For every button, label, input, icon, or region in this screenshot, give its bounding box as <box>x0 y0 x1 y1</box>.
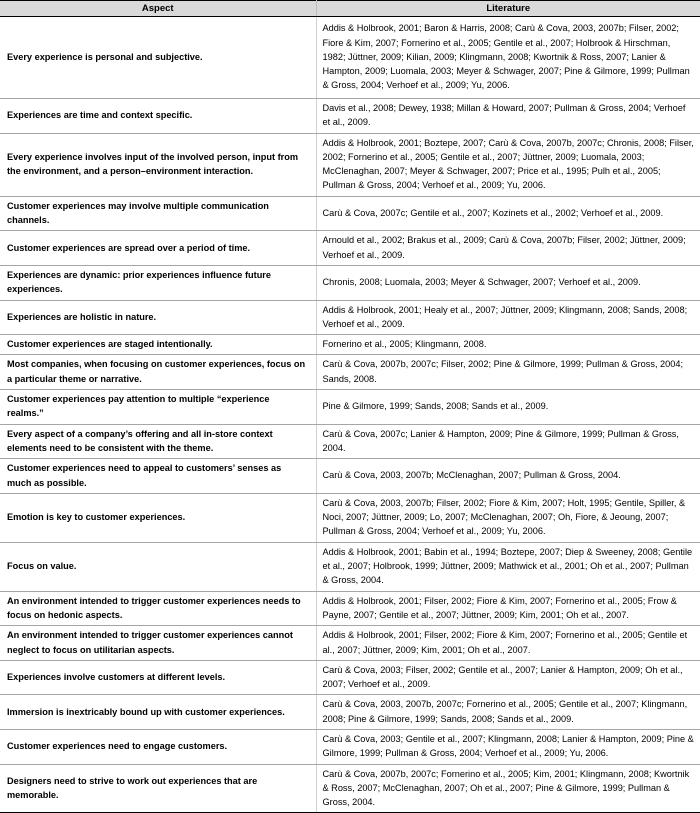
table-row <box>0 196 700 231</box>
aspect-cell: Most companies, when focusing on customer experiences, focus on a particular theme or narrative. <box>0 355 316 390</box>
literature-cell: Carù & Cova, 2003, 2007b; McClenaghan, 2007; Pullman & Gross, 2004. <box>316 459 700 494</box>
aspect-cell: Emotion is key to customer experiences. <box>0 493 316 542</box>
table-row <box>0 300 700 335</box>
literature-cell: Addis & Holbrook, 2001; Healy et al., 2007; Jüttner, 2009; Klingmann, 2008; Sands, 2008; Verhoef et al., 2009. <box>316 300 700 335</box>
table-row <box>0 99 700 134</box>
table-row <box>0 591 700 626</box>
literature-cell: Fornerino et al., 2005; Klingmann, 2008. <box>316 335 700 355</box>
table-row <box>0 355 700 390</box>
table-row <box>0 17 700 99</box>
aspect-cell: Customer experiences may involve multiple communication channels. <box>0 196 316 231</box>
literature-cell: Carù & Cova, 2007b, 2007c; Filser, 2002; Pine & Gilmore, 1999; Pullman & Gross, 2004; Sands, 2008. <box>316 355 700 390</box>
table-row <box>0 626 700 661</box>
table-row <box>0 660 700 695</box>
aspect-cell: Immersion is inextricably bound up with customer experiences. <box>0 695 316 730</box>
table-row <box>0 459 700 494</box>
aspect-cell: Experiences are holistic in nature. <box>0 300 316 335</box>
literature-cell: Addis & Holbrook, 2001; Filser, 2002; Fiore & Kim, 2007; Fornerino et al., 2005; Gentile et al., 2007; Jüttner, 2009; Kim, 2001; Oh et al., 2007. <box>316 626 700 661</box>
aspect-column-header: Aspect <box>0 1 316 17</box>
aspect-cell: An environment intended to trigger customer experiences cannot neglect to focus on utilitarian aspects. <box>0 626 316 661</box>
table-row <box>0 133 700 196</box>
literature-cell: Addis & Holbrook, 2001; Babin et al., 1994; Boztepe, 2007; Diep & Sweeney, 2008; Gentile et al., 2007; Holbrook, 1999; Jüttner, 2009; Mathwick et al., 2001; Oh et al., 2007; Pullman & Gross, 2004. <box>316 542 700 591</box>
aspect-cell: Customer experiences pay attention to multiple “experience realms.” <box>0 390 316 425</box>
aspect-cell: Customer experiences need to appeal to customers’ senses as much as possible. <box>0 459 316 494</box>
table-row <box>0 493 700 542</box>
aspect-cell: An environment intended to trigger customer experiences needs to focus on hedonic aspects. <box>0 591 316 626</box>
literature-cell: Davis et al., 2008; Dewey, 1938; Millan & Howard, 2007; Pullman & Gross, 2004; Verhoef et al., 2009. <box>316 99 700 134</box>
literature-cell: Carù & Cova, 2003, 2007b; Filser, 2002; Fiore & Kim, 2007; Holt, 1995; Gentile, Spiller, & Noci, 2007; Jüttner, 2009; Lo, 2007; McClenaghan, 2007; Oh, Fiore, & Jeoung, 2007; Pullman & Gross, 2004; Verhoef et al., 2009; Yu, 2006. <box>316 493 700 542</box>
aspect-cell: Experiences involve customers at different levels. <box>0 660 316 695</box>
aspect-cell: Customer experiences need to engage customers. <box>0 729 316 764</box>
literature-cell: Carù & Cova, 2007c; Lanier & Hampton, 2009; Pine & Gilmore, 1999; Pullman & Gross, 2004. <box>316 424 700 459</box>
literature-cell: Arnould et al., 2002; Brakus et al., 2009; Carù & Cova, 2007b; Filser, 2002; Jüttner, 2009; Verhoef et al., 2009. <box>316 231 700 266</box>
aspect-cell: Focus on value. <box>0 542 316 591</box>
table-row <box>0 265 700 300</box>
aspect-cell: Experiences are time and context specific. <box>0 99 316 134</box>
table-row <box>0 390 700 425</box>
table-header <box>0 1 700 17</box>
table-row <box>0 231 700 266</box>
literature-cell: Addis & Holbrook, 2001; Filser, 2002; Fiore & Kim, 2007; Fornerino et al., 2005; Frow & Payne, 2007; Gentile et al., 2007; Jüttner, 2009; Kim, 2001; Oh et al., 2007. <box>316 591 700 626</box>
table-row <box>0 424 700 459</box>
literature-cell: Carù & Cova, 2003; Gentile et al., 2007; Klingmann, 2008; Lanier & Hampton, 2009; Pine & Gilmore, 1999; Pullman & Gross, 2004; Verhoef et al., 2009; Yu, 2006. <box>316 729 700 764</box>
aspect-cell: Customer experiences are staged intentionally. <box>0 335 316 355</box>
aspect-cell: Experiences are dynamic: prior experiences influence future experiences. <box>0 265 316 300</box>
table-row <box>0 764 700 813</box>
table-row <box>0 542 700 591</box>
literature-cell: Addis & Holbrook, 2001; Boztepe, 2007; Carù & Cova, 2007b, 2007c; Chronis, 2008; Filser, 2002; Fornerino et al., 2005; Gentile et al., 2007; Jüttner, 2009; Luomala, 2003; McClenaghan, 2007; Meyer & Schwager, 2007; Price et al., 1995; Pulh et al., 2005; Pullman & Gross, 2004; Verhoef et al., 2009; Yu, 2006. <box>316 133 700 196</box>
literature-cell: Carù & Cova, 2003, 2007b, 2007c; Fornerino et al., 2005; Gentile et al., 2007; Klingmann, 2008; Pine & Gilmore, 1999; Sands, 2008; Sands et al., 2009. <box>316 695 700 730</box>
table-row <box>0 695 700 730</box>
table-row <box>0 335 700 355</box>
literature-cell: Addis & Holbrook, 2001; Baron & Harris, 2008; Carù & Cova, 2003, 2007b; Filser, 2002; Fiore & Kim, 2007; Fornerino et al., 2005; Gentile et al., 2007; Holbrook & Hirschman, 1982; Jüttner, 2009; Kilian, 2009; Klingmann, 2008; Kwortnik & Ross, 2007; Lanier & Hampton, 2009; Luomala, 2003; Meyer & Schwager, 2007; Pine & Gilmore, 1999; Pullman & Gross, 2004; Verhoef et al., 2009; Yu, 2006. <box>316 17 700 99</box>
aspect-cell: Customer experiences are spread over a period of time. <box>0 231 316 266</box>
aspect-cell: Every experience involves input of the involved person, input from the environment, and a person–environment interaction. <box>0 133 316 196</box>
table-row <box>0 729 700 764</box>
literature-column-header: Literature <box>316 1 700 17</box>
literature-cell: Pine & Gilmore, 1999; Sands, 2008; Sands et al., 2009. <box>316 390 700 425</box>
literature-cell: Chronis, 2008; Luomala, 2003; Meyer & Schwager, 2007; Verhoef et al., 2009. <box>316 265 700 300</box>
literature-cell: Carù & Cova, 2003; Filser, 2002; Gentile et al., 2007; Lanier & Hampton, 2009; Oh et al., 2007; Verhoef et al., 2009. <box>316 660 700 695</box>
literature-cell: Carù & Cova, 2007b, 2007c; Fornerino et al., 2005; Kim, 2001; Klingmann, 2008; Kwortnik & Ross, 2007; McClenaghan, 2007; Oh et al., 2007; Pine & Gilmore, 1999; Pullman & Gross, 2004. <box>316 764 700 813</box>
literature-cell: Carù & Cova, 2007c; Gentile et al., 2007; Kozinets et al., 2002; Verhoef et al., 2009. <box>316 196 700 231</box>
aspect-cell: Every experience is personal and subjective. <box>0 17 316 99</box>
table-body <box>0 17 700 813</box>
header-row <box>0 1 700 17</box>
aspect-cell: Every aspect of a company’s offering and all in-store context elements need to be consistent with the theme. <box>0 424 316 459</box>
aspect-cell: Designers need to strive to work out experiences that are memorable. <box>0 764 316 813</box>
